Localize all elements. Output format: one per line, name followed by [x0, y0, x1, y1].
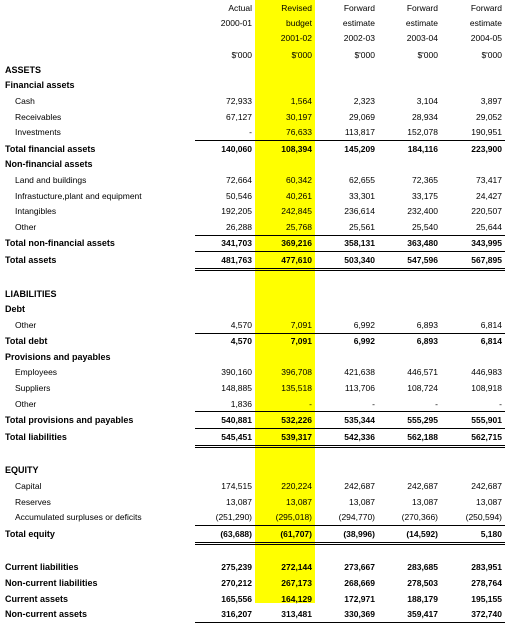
line-item-row [0, 396, 505, 412]
line-item-row [0, 172, 505, 188]
value-cell: 6,814 [441, 333, 505, 349]
total-row [0, 429, 505, 447]
value-cell: 242,687 [344, 481, 375, 492]
value-cell: 1,564 [290, 95, 312, 106]
value-cell: 535,344 [315, 412, 378, 429]
value-cell: 25,644 [476, 221, 502, 232]
value-cell: 145,209 [315, 140, 378, 156]
section-row [0, 349, 505, 365]
value-cell: 372,740 [441, 606, 505, 622]
value-cell: 13,087 [226, 496, 252, 507]
value-cell [195, 269, 255, 286]
value-cell [315, 463, 378, 479]
value-cell: 13,087 [412, 496, 438, 507]
value-cell: 477,610 [255, 252, 315, 270]
unit-label: $'000 [481, 50, 502, 60]
value-cell: 7,091 [255, 333, 315, 349]
value-cell: 33,175 [412, 190, 438, 201]
value-cell: 3,897 [480, 95, 502, 106]
section-row [0, 446, 505, 463]
total-row [0, 606, 505, 622]
row-label: Debt [5, 304, 25, 315]
value-cell: 1,836 [230, 398, 252, 409]
value-cell: 30,197 [286, 111, 312, 122]
line-item-row [0, 478, 505, 494]
value-cell: 446,571 [407, 367, 438, 378]
value-cell: 421,638 [344, 367, 375, 378]
value-cell: 6,893 [378, 333, 441, 349]
value-cell [255, 446, 315, 463]
value-cell: 164,129 [281, 593, 312, 604]
value-cell: 148,885 [221, 383, 252, 394]
row-label: Provisions and payables [5, 351, 111, 362]
value-cell: 72,664 [226, 174, 252, 185]
value-cell: 40,261 [286, 190, 312, 201]
row-label: EQUITY [5, 465, 39, 476]
col-header-line3: 2002-03 [343, 32, 375, 43]
row-label: LIABILITIES [5, 288, 57, 299]
value-cell [195, 301, 255, 317]
total-row [0, 333, 505, 349]
value-cell: 190,951 [471, 127, 502, 138]
value-cell: 220,507 [471, 206, 502, 217]
value-cell: (63,688) [195, 526, 255, 544]
total-row [0, 235, 505, 252]
value-cell: - [309, 398, 312, 409]
row-label: Other [15, 398, 37, 409]
value-cell: 232,400 [407, 206, 438, 217]
value-cell: 396,708 [281, 367, 312, 378]
value-cell [441, 463, 505, 479]
value-cell [378, 62, 441, 78]
row-label: Capital [15, 481, 42, 492]
row-label: Suppliers [15, 383, 51, 394]
value-cell [195, 157, 255, 173]
value-cell: 174,515 [221, 481, 252, 492]
value-cell: 29,052 [476, 111, 502, 122]
col-header-line2: estimate [469, 17, 502, 28]
value-cell [378, 157, 441, 173]
value-cell [195, 349, 255, 365]
value-cell: - [499, 398, 502, 409]
value-cell: 172,971 [344, 593, 375, 604]
section-row [0, 286, 505, 302]
value-cell [441, 78, 505, 94]
value-cell [195, 286, 255, 302]
value-cell [195, 62, 255, 78]
row-label [0, 446, 195, 463]
value-cell: 272,144 [281, 562, 312, 573]
column-headers [0, 0, 505, 62]
value-cell [378, 301, 441, 317]
value-cell [441, 301, 505, 317]
value-cell [378, 543, 441, 560]
col-header-line1: Revised [281, 2, 312, 13]
value-cell [195, 446, 255, 463]
value-cell: 108,724 [407, 383, 438, 394]
value-cell: (61,707) [255, 526, 315, 544]
value-cell: 532,226 [255, 412, 315, 429]
value-cell: 4,570 [230, 319, 252, 330]
value-cell: 28,934 [412, 111, 438, 122]
value-cell: 6,992 [353, 319, 375, 330]
value-cell: 278,764 [471, 578, 502, 589]
value-cell: (294,770) [338, 512, 375, 523]
value-cell: 13,087 [476, 496, 502, 507]
value-cell [255, 301, 315, 317]
value-cell: 278,503 [407, 578, 438, 589]
value-cell [255, 269, 315, 286]
value-cell: 341,703 [195, 235, 255, 252]
value-cell [378, 463, 441, 479]
section-row [0, 269, 505, 286]
value-cell: 242,687 [471, 481, 502, 492]
value-cell: 369,216 [255, 235, 315, 252]
value-cell [441, 286, 505, 302]
value-cell: (250,594) [465, 512, 502, 523]
col-header-line1: Forward [470, 2, 502, 13]
value-cell: 283,685 [407, 562, 438, 573]
value-cell: 67,127 [226, 111, 252, 122]
value-cell [315, 62, 378, 78]
value-cell [195, 463, 255, 479]
value-cell: 316,207 [195, 606, 255, 622]
value-cell: 25,768 [286, 221, 312, 232]
value-cell: 108,918 [471, 383, 502, 394]
value-cell: 195,155 [471, 593, 502, 604]
value-cell: 6,814 [480, 319, 502, 330]
value-cell: 135,518 [281, 383, 312, 394]
total-row [0, 591, 505, 607]
unit-label: $'000 [354, 50, 375, 60]
row-label: ASSETS [5, 64, 42, 75]
value-cell: 26,288 [226, 221, 252, 232]
unit-label: $'000 [291, 50, 312, 60]
value-cell: 192,205 [221, 206, 252, 217]
statement-rows [0, 62, 505, 623]
value-cell: 273,667 [344, 562, 375, 573]
total-row [0, 575, 505, 591]
value-cell [441, 269, 505, 286]
value-cell: 73,417 [476, 174, 502, 185]
line-item-row [0, 509, 505, 525]
row-label: Non-financial assets [5, 159, 93, 170]
row-label: Infrastucture,plant and equipment [15, 190, 142, 201]
value-cell: 50,546 [226, 190, 252, 201]
row-label: Intangibles [15, 206, 57, 217]
line-item-row [0, 317, 505, 333]
value-cell: 267,173 [281, 578, 312, 589]
col-header-line2: budget [286, 17, 312, 28]
value-cell: 567,895 [441, 252, 505, 270]
value-cell: 540,881 [195, 412, 255, 429]
value-cell [195, 543, 255, 560]
line-item-row [0, 219, 505, 235]
value-cell [315, 78, 378, 94]
line-item-row [0, 380, 505, 396]
value-cell: 25,540 [412, 221, 438, 232]
row-label: Land and buildings [15, 174, 87, 185]
value-cell: - [435, 398, 438, 409]
value-cell: 539,317 [255, 429, 315, 447]
value-cell [255, 286, 315, 302]
col-header-line3: 2001-02 [280, 32, 312, 43]
total-row [0, 140, 505, 156]
section-row [0, 62, 505, 78]
line-item-row [0, 109, 505, 125]
value-cell: 545,451 [195, 429, 255, 447]
value-cell: - [372, 398, 375, 409]
value-cell: 547,596 [378, 252, 441, 270]
value-cell [255, 349, 315, 365]
unit-label: $'000 [417, 50, 438, 60]
value-cell: 555,901 [441, 412, 505, 429]
col-header-line2: 2000-01 [220, 17, 252, 28]
value-cell: 275,239 [221, 562, 252, 573]
total-row [0, 252, 505, 270]
value-cell [441, 446, 505, 463]
value-cell: 140,060 [195, 140, 255, 156]
value-cell: 313,481 [255, 606, 315, 622]
line-item-row [0, 93, 505, 109]
value-cell: 72,365 [412, 174, 438, 185]
row-label: Investments [15, 127, 61, 138]
value-cell: 24,427 [476, 190, 502, 201]
row-label: Non-current liabilities [5, 578, 98, 589]
value-cell [378, 269, 441, 286]
value-cell: 7,091 [290, 319, 312, 330]
row-label: Total non-financial assets [5, 238, 115, 249]
col-header-line2: estimate [342, 17, 375, 28]
value-cell: 359,417 [378, 606, 441, 622]
value-cell: 33,301 [349, 190, 375, 201]
value-cell: 5,180 [441, 526, 505, 544]
value-cell: 343,995 [441, 235, 505, 252]
value-cell: 25,561 [349, 221, 375, 232]
value-cell: 268,669 [344, 578, 375, 589]
value-cell [441, 157, 505, 173]
value-cell [315, 269, 378, 286]
value-cell [378, 349, 441, 365]
value-cell: 242,687 [407, 481, 438, 492]
value-cell [315, 543, 378, 560]
value-cell: 165,556 [221, 593, 252, 604]
row-label: Other [15, 319, 37, 330]
value-cell [255, 463, 315, 479]
value-cell: 13,087 [349, 496, 375, 507]
value-cell: (38,996) [315, 526, 378, 544]
value-cell: 184,116 [378, 140, 441, 156]
value-cell: 363,480 [378, 235, 441, 252]
value-cell: 113,817 [344, 127, 375, 138]
value-cell [255, 543, 315, 560]
total-row [0, 412, 505, 429]
value-cell: 358,131 [315, 235, 378, 252]
value-cell: 330,369 [315, 606, 378, 622]
line-item-row [0, 188, 505, 204]
row-label: Employees [15, 367, 58, 378]
row-label: Receivables [15, 111, 62, 122]
row-label: Current liabilities [5, 562, 79, 573]
value-cell: 72,933 [226, 95, 252, 106]
value-cell [315, 446, 378, 463]
value-cell: 503,340 [315, 252, 378, 270]
row-label [0, 269, 195, 286]
value-cell: 3,104 [416, 95, 438, 106]
value-cell: 6,992 [315, 333, 378, 349]
value-cell: 270,212 [221, 578, 252, 589]
value-cell: 446,983 [471, 367, 502, 378]
value-cell: 76,633 [286, 127, 312, 138]
row-label: Total debt [5, 336, 48, 347]
value-cell [255, 78, 315, 94]
row-label: Total provisions and payables [5, 415, 134, 426]
section-row [0, 463, 505, 479]
row-label: Current assets [5, 593, 69, 604]
value-cell: 481,763 [195, 252, 255, 270]
value-cell: - [249, 127, 252, 138]
line-item-row [0, 494, 505, 510]
value-cell: 4,570 [195, 333, 255, 349]
value-cell [378, 446, 441, 463]
col-header-line3: 2004-05 [470, 32, 502, 43]
row-label: Cash [15, 95, 35, 106]
col-header-line1: Forward [406, 2, 438, 13]
row-label: Total financial assets [5, 143, 96, 154]
line-item-row [0, 124, 505, 140]
line-item-row [0, 365, 505, 381]
section-row [0, 543, 505, 560]
value-cell [441, 62, 505, 78]
row-label: Accumulated surpluses or deficits [15, 512, 142, 523]
value-cell: 60,342 [286, 174, 312, 185]
line-item-row [0, 203, 505, 219]
value-cell [255, 62, 315, 78]
row-label [0, 543, 195, 560]
value-cell: (295,018) [275, 512, 312, 523]
value-cell [255, 157, 315, 173]
section-row [0, 78, 505, 94]
row-label: Total liabilities [5, 432, 67, 443]
value-cell: 223,900 [441, 140, 505, 156]
value-cell [378, 78, 441, 94]
value-cell: 62,655 [349, 174, 375, 185]
row-label: Reserves [15, 496, 51, 507]
value-cell: 113,706 [344, 383, 375, 394]
row-label: Total assets [5, 255, 57, 266]
col-header-line2: estimate [405, 17, 438, 28]
unit-label: $'000 [231, 50, 252, 60]
col-header-line3 [195, 30, 255, 45]
value-cell: 390,160 [221, 367, 252, 378]
value-cell: 13,087 [286, 496, 312, 507]
value-cell: 152,078 [407, 127, 438, 138]
value-cell [315, 157, 378, 173]
value-cell: 188,179 [407, 593, 438, 604]
value-cell: 542,336 [315, 429, 378, 447]
value-cell [441, 349, 505, 365]
value-cell: 562,715 [441, 429, 505, 447]
value-cell: (14,592) [378, 526, 441, 544]
value-cell [315, 349, 378, 365]
value-cell: 29,069 [349, 111, 375, 122]
row-label: Non-current assets [5, 609, 88, 620]
col-header-line3: 2003-04 [406, 32, 438, 43]
value-cell [441, 543, 505, 560]
value-cell: 242,845 [281, 206, 312, 217]
value-cell: 555,295 [378, 412, 441, 429]
value-cell: 220,224 [281, 481, 312, 492]
value-cell: (270,366) [401, 512, 438, 523]
value-cell [315, 286, 378, 302]
col-header-line1: Forward [343, 2, 375, 13]
value-cell [378, 286, 441, 302]
section-row [0, 157, 505, 173]
value-cell: 2,323 [353, 95, 375, 106]
row-label: Other [15, 221, 37, 232]
value-cell: (251,290) [215, 512, 252, 523]
value-cell [315, 301, 378, 317]
value-cell: 283,951 [471, 562, 502, 573]
value-cell [195, 78, 255, 94]
row-label: Total equity [5, 529, 55, 540]
col-header-line1: Actual [228, 2, 252, 13]
row-label: Financial assets [5, 80, 75, 91]
value-cell: 562,188 [378, 429, 441, 447]
value-cell: 236,614 [344, 206, 375, 217]
section-row [0, 301, 505, 317]
value-cell: 6,893 [416, 319, 438, 330]
total-row [0, 526, 505, 544]
value-cell: 108,394 [255, 140, 315, 156]
total-row [0, 560, 505, 576]
